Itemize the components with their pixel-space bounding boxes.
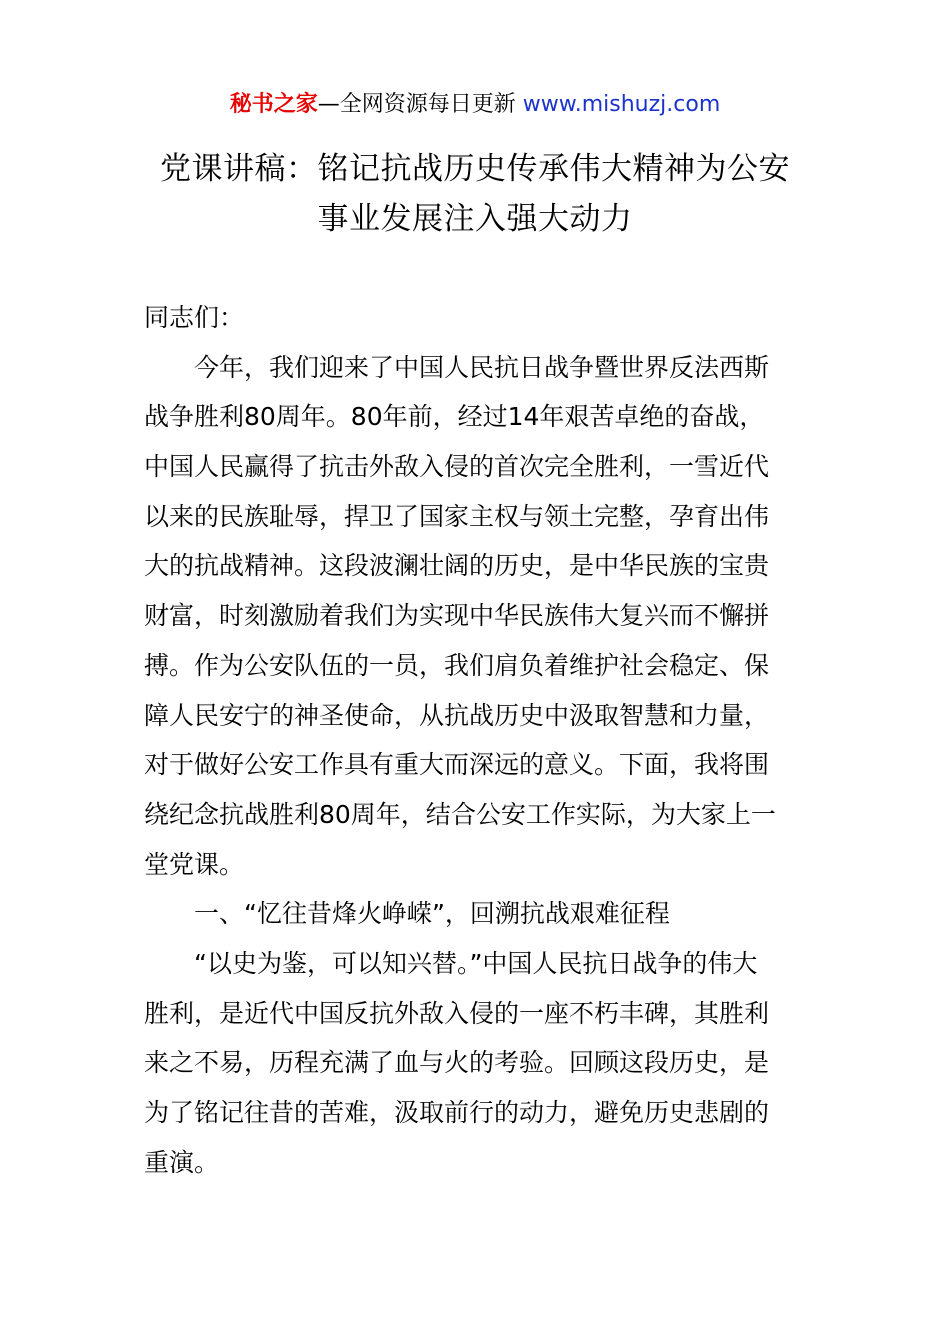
paragraph-line: 障人民安宁的神圣使命，从抗战历史中汲取智慧和力量，: [144, 700, 770, 730]
paragraph-line: 绕纪念抗战胜利80周年，结合公安工作实际，为大家上一: [144, 799, 776, 829]
paragraph-line: 财富，时刻激励着我们为实现中华民族伟大复兴而不懈拼: [144, 601, 770, 631]
paragraph-line: 对于做好公安工作具有重大而深远的意义。下面，我将围: [144, 750, 770, 780]
site-tagline: —全网资源每日更新: [317, 92, 516, 117]
site-header: [0, 89, 950, 121]
section-heading: 一、“忆往昔烽火峥嵘”，回溯抗战艰难征程: [194, 899, 670, 929]
paragraph-line: 为了铭记往昔的苦难，汲取前行的动力，避免历史悲剧的: [144, 1098, 770, 1127]
paragraph-line: “以史为鉴，可以知兴替。”中国人民抗日战争的伟大: [194, 948, 758, 978]
paragraph-line: 战争胜利80周年。80年前，经过14年艰苦卓绝的奋战，: [144, 402, 765, 432]
paragraph-line: 今年，我们迎来了中国人民抗日战争暨世界反法西斯: [194, 352, 770, 382]
paragraph-line: 大的抗战精神。这段波澜壮阔的历史，是中华民族的宝贵: [144, 551, 770, 581]
title-line: 事业发展注入强大动力: [317, 201, 633, 237]
paragraph-line: 来之不易，历程充满了血与火的考验。回顾这段历史，是: [144, 1048, 770, 1078]
paragraph-line: 中国人民赢得了抗击外敌入侵的首次完全胜利，一雪近代: [144, 452, 770, 482]
document-title: [100, 144, 850, 244]
site-brand: 秘书之家: [229, 92, 318, 117]
paragraph-line: 堂党课。: [144, 849, 245, 879]
title-line: 党课讲稿：铭记抗战历史传承伟大精神为公安: [160, 151, 790, 187]
paragraph-line: 搏。作为公安队伍的一员，我们肩负着维护社会稳定、保: [144, 650, 770, 680]
document-body: [144, 293, 814, 1187]
site-url-link[interactable]: www.mishuzj.com: [522, 92, 721, 117]
paragraph-line: 重演。: [144, 1147, 220, 1177]
salutation: 同志们：: [144, 303, 245, 332]
paragraph-line: 以来的民族耻辱，捍卫了国家主权与领土完整，孕育出伟: [144, 501, 770, 531]
paragraph-line: 胜利，是近代中国反抗外敌入侵的一座不朽丰碑，其胜利: [144, 998, 770, 1028]
